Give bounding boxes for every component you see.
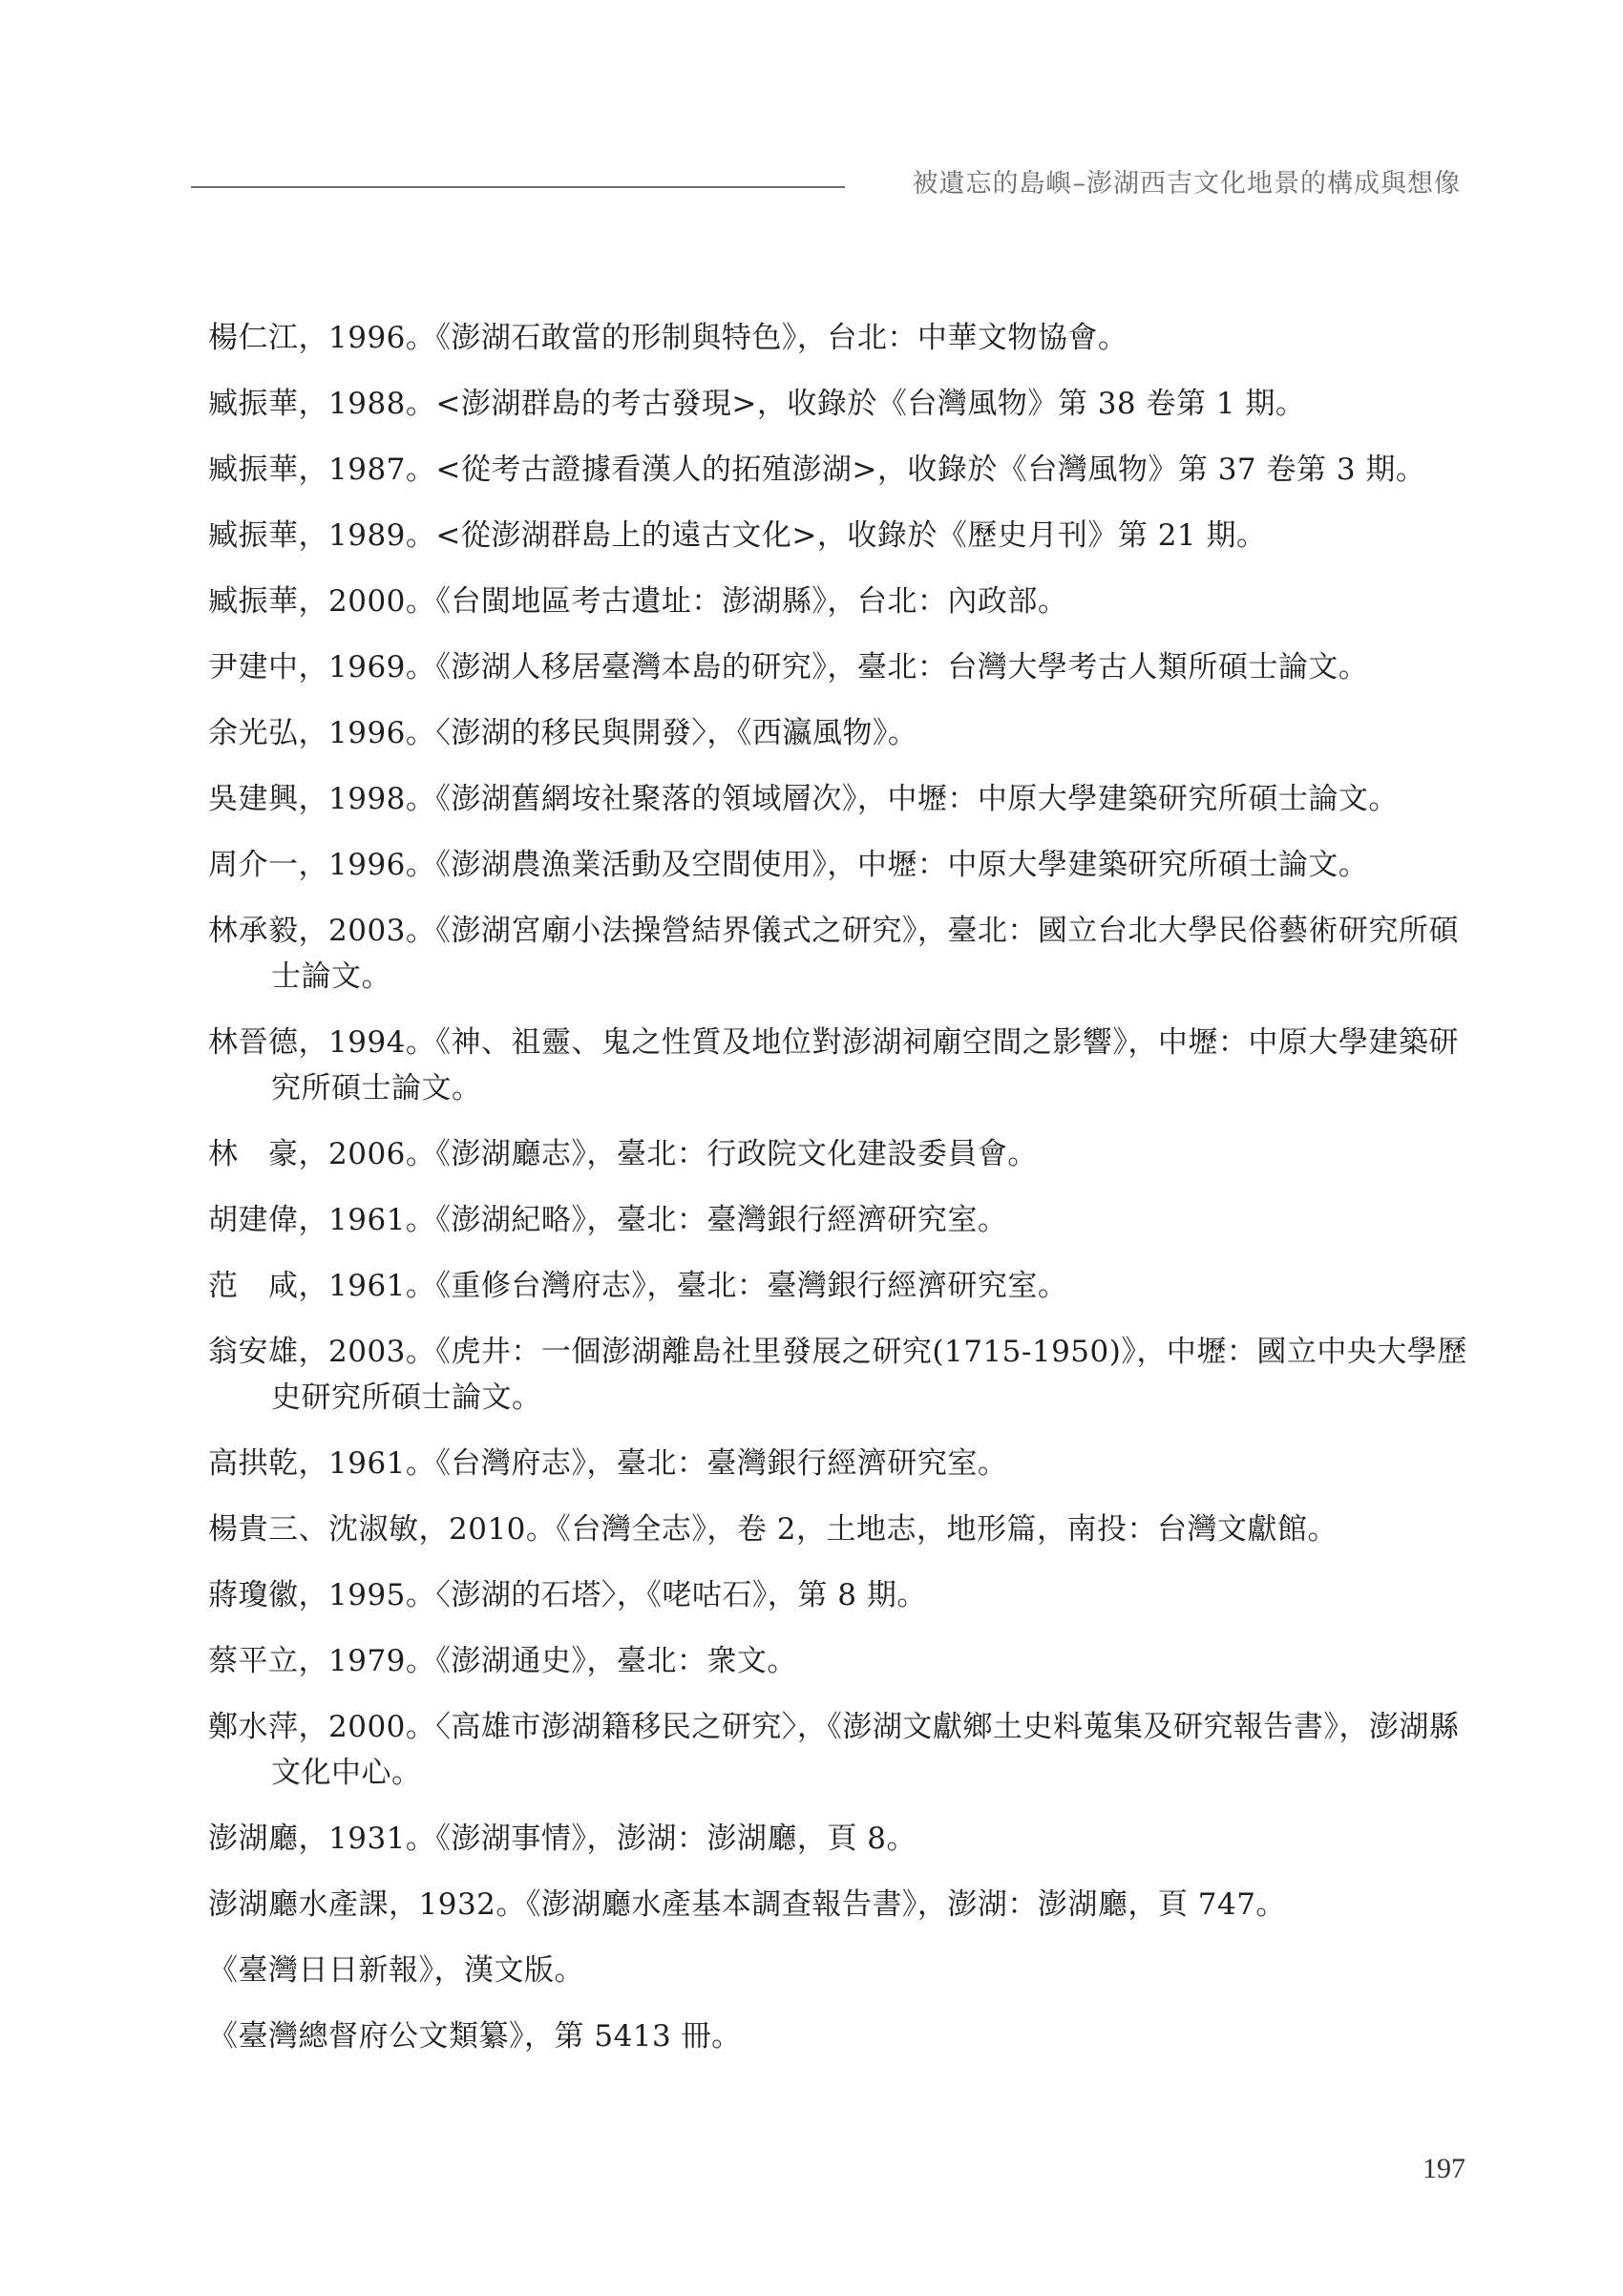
reference-entry: 蔡平立，1979。《澎湖通史》，臺北：衆文。 [208, 1644, 797, 1678]
reference-entry: 林晉德，1994。《神、祖靈、鬼之性質及地位對澎湖祠廟空間之影響》，中壢：中原大學建築研究所碩士論文。 [208, 1025, 1459, 1106]
running-header-title: 被遺忘的島嶼–澎湖西吉文化地景的構成與想像 [912, 169, 1461, 199]
reference-entry: 林承毅，2003。《澎湖宮廟小法操營結界儀式之研究》，臺北：國立台北大學民俗藝術研究所碩士論文。 [208, 914, 1459, 994]
page-number: 197 [1423, 2153, 1465, 2184]
reference-entry: 鄭水萍，2000。〈高雄市澎湖籍移民之研究〉，《澎湖文獻鄉土史料蒐集及研究報告書》，澎湖縣文化中心。 [208, 1710, 1460, 1790]
header-rule [191, 186, 845, 188]
reference-entry: 楊貴三、沈淑敏，2010。《台灣全志》，卷 2，土地志，地形篇，南投：台灣文獻館。 [208, 1512, 1338, 1547]
reference-list [208, 315, 1468, 2079]
reference-entry: 澎湖廳水產課，1932。《澎湖廳水產基本調查報告書》，澎湖：澎湖廳，頁 747。 [208, 1887, 1286, 1922]
reference-entry: 吳建興，1998。《澎湖舊網垵社聚落的領域層次》，中壢：中原大學建築研究所碩士論文。 [208, 782, 1399, 816]
reference-entry: 周介一，1996。《澎湖農漁業活動及空間使用》，中壢：中原大學建築研究所碩士論文。 [208, 848, 1369, 882]
reference-entry: 范 咸，1961。《重修台灣府志》，臺北：臺灣銀行經濟研究室。 [208, 1269, 1068, 1303]
reference-entry: 臧振華，1987。<從考古證據看漢人的拓殖澎湖>，收錄於《台灣風物》第 37 卷第 3 期。 [208, 453, 1426, 487]
reference-entry: 蔣瓊徽，1995。〈澎湖的石塔〉，《咾咕石》，第 8 期。 [208, 1578, 927, 1612]
reference-entry: 楊仁江，1996。《澎湖石敢當的形制與特色》，台北：中華文物協會。 [208, 321, 1128, 355]
reference-entry: 尹建中，1969。《澎湖人移居臺灣本島的研究》，臺北：台灣大學考古人類所碩士論文。 [208, 650, 1369, 685]
reference-entry: 林 豪，2006。《澎湖廳志》，臺北：行政院文化建設委員會。 [208, 1137, 1038, 1171]
reference-entry: 胡建偉，1961。《澎湖紀略》，臺北：臺灣銀行經濟研究室。 [208, 1203, 1008, 1237]
reference-entry: 《臺灣總督府公文類纂》，第 5413 冊。 [208, 2019, 742, 2054]
reference-entry: 臧振華，1989。<從澎湖群島上的遠古文化>，收錄於《歷史月刊》第 21 期。 [208, 518, 1267, 553]
reference-entry: 高拱乾，1961。《台灣府志》，臺北：臺灣銀行經濟研究室。 [208, 1446, 1008, 1481]
reference-entry: 《臺灣日日新報》，漢文版。 [208, 1953, 584, 1988]
reference-entry: 余光弘，1996。〈澎湖的移民與開發〉，《西瀛風物》。 [208, 716, 918, 750]
reference-entry: 澎湖廳，1931。《澎湖事情》，澎湖：澎湖廳，頁 8。 [208, 1822, 917, 1856]
reference-entry: 翁安雄，2003。《虎井：一個澎湖離島社里發展之研究(1715-1950)》，中壢：國立中央大學歷史研究所碩士論文。 [208, 1335, 1467, 1415]
reference-entry: 臧振華，1988。<澎湖群島的考古發現>，收錄於《台灣風物》第 38 卷第 1 期。 [208, 387, 1306, 421]
reference-entry: 臧振華，2000。《台閩地區考古遺址：澎湖縣》，台北：內政部。 [208, 584, 1068, 619]
